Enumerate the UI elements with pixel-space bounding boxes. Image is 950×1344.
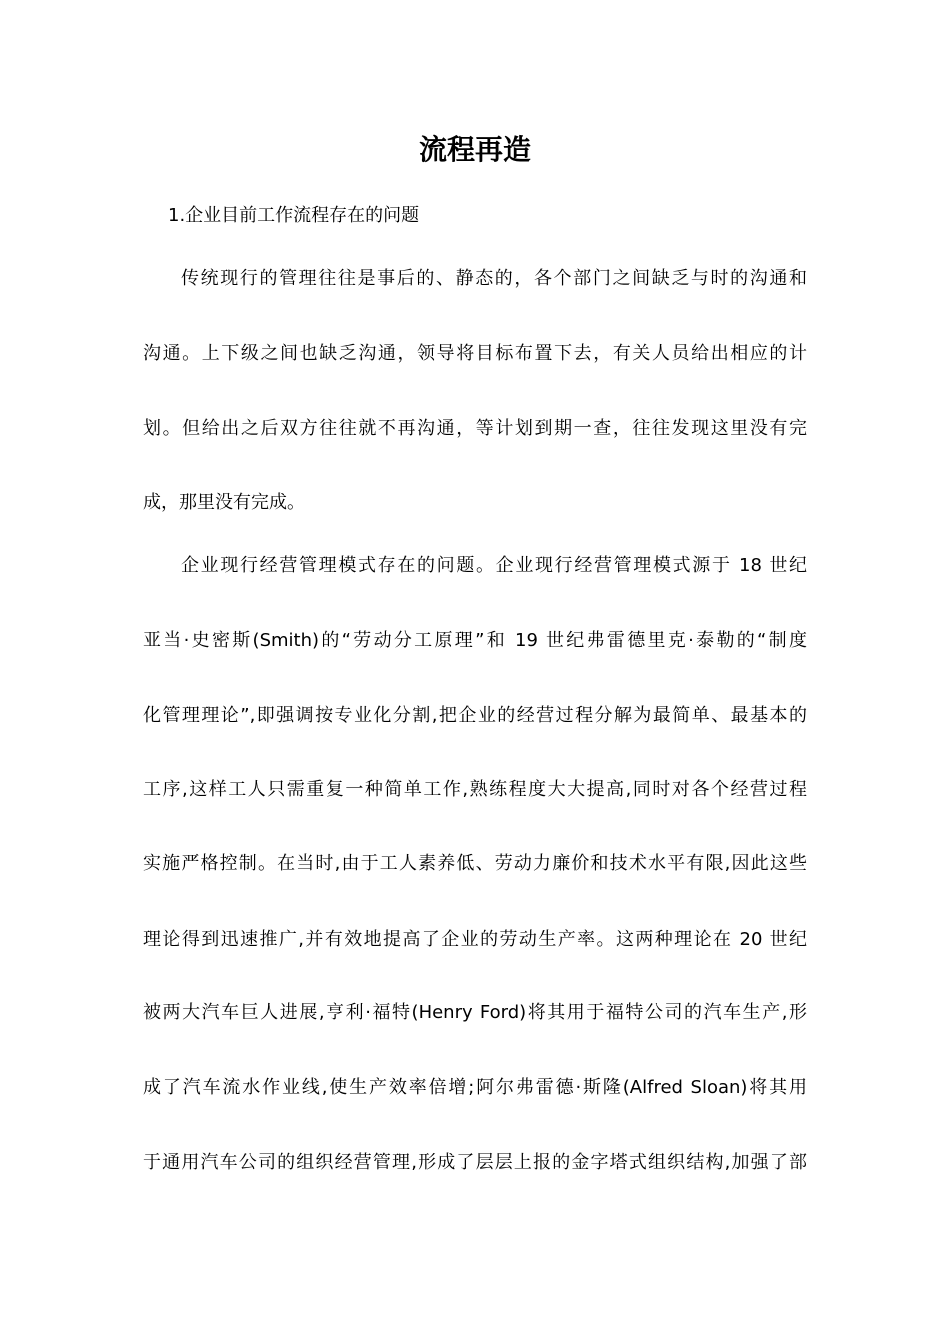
paragraph-line: 理论得到迅速推广,并有效地提高了企业的劳动生产率。这两种理论在 20 世纪: [143, 929, 807, 950]
paragraph-line: 企业现行经营管理模式存在的问题。企业现行经营管理模式源于 18 世纪: [181, 555, 807, 576]
paragraph-line: 亚当·史密斯(Smith)的“劳动分工原理”和 19 世纪弗雷德里克·泰勒的“制度: [143, 630, 807, 651]
paragraph-line: 实施严格控制。在当时,由于工人素养低、劳动力廉价和技术水平有限,因此这些: [143, 853, 807, 874]
paragraph-line: 沟通。上下级之间也缺乏沟通，领导将目标布置下去，有关人员给出相应的计: [143, 343, 807, 364]
paragraph-line: 被两大汽车巨人进展,亨利·福特(Henry Ford)将其用于福特公司的汽车生产,形: [143, 1002, 807, 1023]
paragraph-line: 传统现行的管理往往是事后的、静态的，各个部门之间缺乏与时的沟通和: [181, 268, 807, 289]
paragraph-line: 于通用汽车公司的组织经营管理,形成了层层上报的金字塔式组织结构,加强了部: [143, 1152, 807, 1173]
document-title: 流程再造: [418, 133, 531, 166]
paragraph-line: 成了汽车流水作业线,使生产效率倍增;阿尔弗雷德·斯隆(Alfred Sloan)将其用: [143, 1077, 807, 1098]
paragraph-line: 工序,这样工人只需重复一种简单工作,熟练程度大大提高,同时对各个经营过程: [143, 779, 807, 800]
paragraph-line: 划。但给出之后双方往往就不再沟通，等计划到期一查，往往发现这里没有完: [143, 418, 807, 439]
paragraph-line: 化管理理论”,即强调按专业化分割,把企业的经营过程分解为最简单、最基本的: [143, 705, 807, 726]
section-heading: 1.企业目前工作流程存在的问题: [168, 205, 420, 226]
paragraph-line: 成，那里没有完成。: [143, 492, 305, 513]
